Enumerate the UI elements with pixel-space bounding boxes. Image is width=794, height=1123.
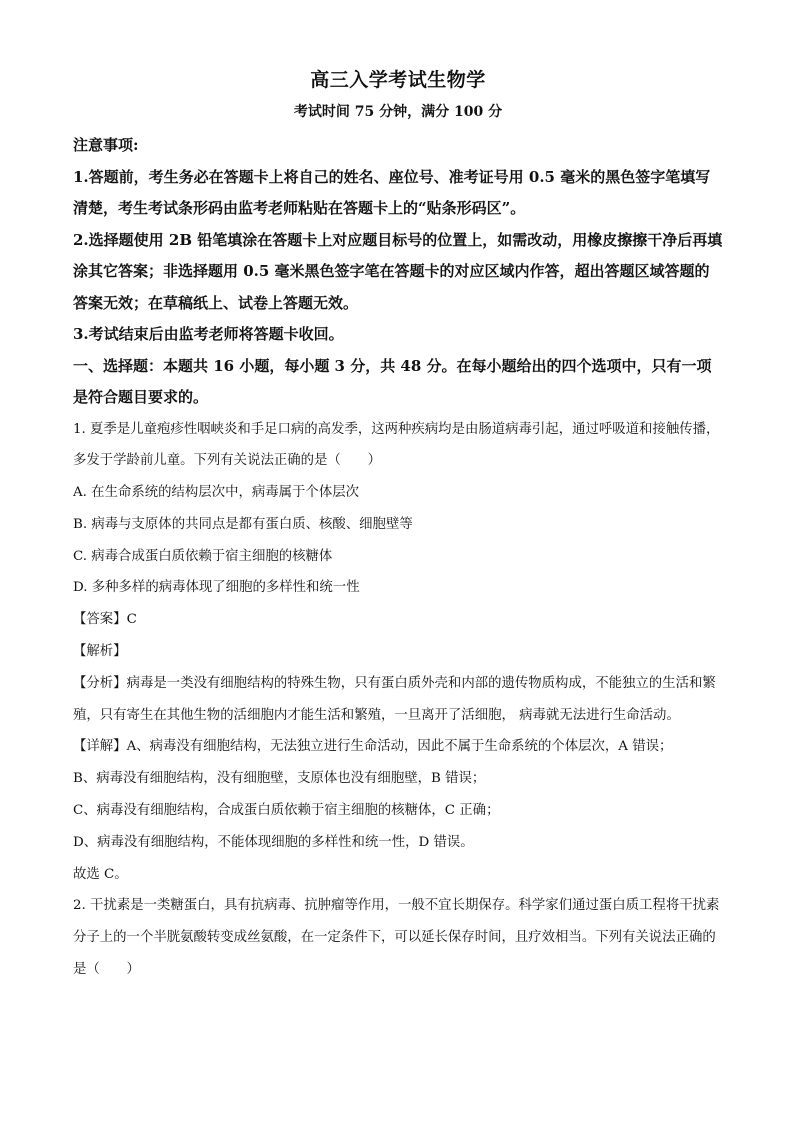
fenxi-paragraph (73, 668, 723, 732)
question-1-option-d: D. 多种多样的病毒体现了细胞的多样性和统一性 (73, 580, 360, 596)
question-1-option-b: B. 病毒与支原体的共同点是都有蛋白质、核酸、细胞壁等 (73, 516, 413, 532)
question-1-option-c: C. 病毒合成蛋白质依赖于宿主细胞的核糖体 (73, 548, 333, 564)
fenxi-text: 病毒是一类没有细胞结构的特殊生物，只有蛋白质外壳和内部的遗传物质构成，不能独立的生活和繁殖，只有寄生在其他生物的活细胞内才能生活和繁殖，一旦离开了活细胞， 病毒就无法进行生命活动。 (73, 675, 716, 723)
fenxi-tag: 【分析】 (73, 675, 127, 691)
answer-tag: 【答案】 (73, 612, 127, 628)
analysis-tag: 【解析】 (73, 644, 127, 660)
question-1-option-a: A. 在生命系统的结构层次中，病毒属于个体层次 (73, 485, 359, 501)
xiangjie-tag: 【详解】 (73, 739, 127, 755)
notice-heading: 注意事项: (73, 136, 139, 154)
xiangjie-line-c: C、病毒没有细胞结构，合成蛋白质依赖于宿主细胞的核糖体，C 正确； (73, 803, 500, 819)
question-1-stem: 1. 夏季是儿童疱疹性咽峡炎和手足口病的高发季，这两种疾病均是由肠道病毒引起，通过呼吸道和接触传播，多发于学龄前儿童。下列有关说法正确的是（ ） (73, 421, 720, 469)
conclusion-line: 故选 C。 (73, 866, 128, 882)
xiangjie-line-d: D、病毒没有细胞结构，不能体现细胞的多样性和统一性，D 错误。 (73, 834, 474, 850)
page-title: 高三入学考试生物学 (310, 69, 486, 91)
answer-line (73, 604, 723, 636)
xiangjie-line-a (73, 731, 723, 763)
section-heading: 一、选择题：本题共 16 小题，每小题 3 分，共 48 分。在每小题给出的四个选项中，只有一项是符合题目要求的。 (73, 356, 712, 406)
answer-value: C (126, 612, 137, 628)
page-content (73, 66, 723, 986)
notice-item-2: 2.选择题使用 2B 铅笔填涂在答题卡上对应题目标号的位置上，如需改动，用橡皮擦擦干净后再填涂其它答案；非选择题用 0.5 毫米黑色签字笔在答题卡的对应区域内作答，超出答题区域答题的答案无效；在草稿纸上、试卷上答题无效。 (73, 230, 723, 312)
xiangjie-text-a: A、病毒没有细胞结构，无法独立进行生命活动，因此不属于生命系统的个体层次，A 错误； (126, 739, 673, 755)
notice-item-1: 1.答题前，考生务必在答题卡上将自己的姓名、座位号、准考证号用 0.5 毫米的黑色签字笔填写清楚，考生考试条形码由监考老师粘贴在答题卡上的“贴条形码区”。 (73, 167, 711, 217)
question-2-stem: 2. 干扰素是一类糖蛋白，具有抗病毒、抗肿瘤等作用，一般不宜长期保存。科学家们通过蛋白质工程将干扰素分子上的一个半胱氨酸转变成丝氨酸，在一定条件下，可以延长保存时间，且疗效相当。下列有关说法正确的是（ ） (73, 898, 720, 978)
exam-info: 考试时间 75 分钟，满分 100 分 (293, 104, 503, 120)
notice-item-3: 3.考试结束后由监考老师将答题卡收回。 (73, 325, 344, 343)
xiangjie-line-b: B、病毒没有细胞结构，没有细胞壁，支原体也没有细胞壁，B 错误； (73, 771, 486, 787)
